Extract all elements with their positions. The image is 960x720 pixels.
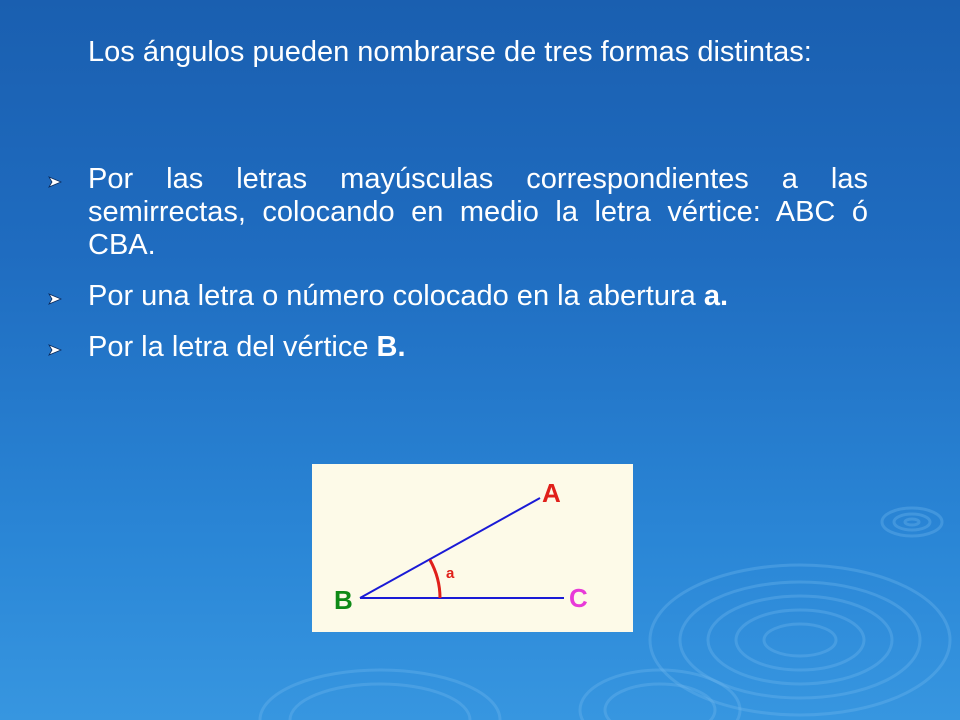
bullet-text: Por las letras mayúsculas correspondientes a las semirrectas, colocando en medio la letra vértice: ABC ó CBA.	[88, 163, 868, 261]
label-A: A	[542, 478, 561, 508]
label-angle-a: a	[446, 565, 455, 582]
bullet-text: Por la letra del vértice B.	[88, 331, 406, 363]
list-item	[48, 331, 868, 364]
angle-figure	[312, 464, 633, 632]
arrowhead-bullet-icon	[48, 344, 62, 356]
bullet-emphasis: a.	[703, 280, 729, 312]
arrowhead-bullet-icon	[48, 176, 62, 188]
arrowhead-bullet-icon	[48, 293, 62, 305]
intro-text: Los ángulos pueden nombrarse de tres formas distintas:	[88, 36, 812, 68]
ray-BA	[360, 498, 540, 598]
bullet-emphasis: B.	[376, 331, 406, 363]
list-item	[48, 163, 868, 262]
angle-arc	[430, 560, 440, 598]
angle-diagram	[312, 464, 633, 632]
list-item	[48, 280, 868, 313]
label-C: C	[569, 583, 588, 613]
bullet-list	[48, 163, 868, 364]
label-B: B	[334, 585, 353, 615]
bullet-text: Por una letra o número colocado en la abertura a.	[88, 280, 729, 312]
